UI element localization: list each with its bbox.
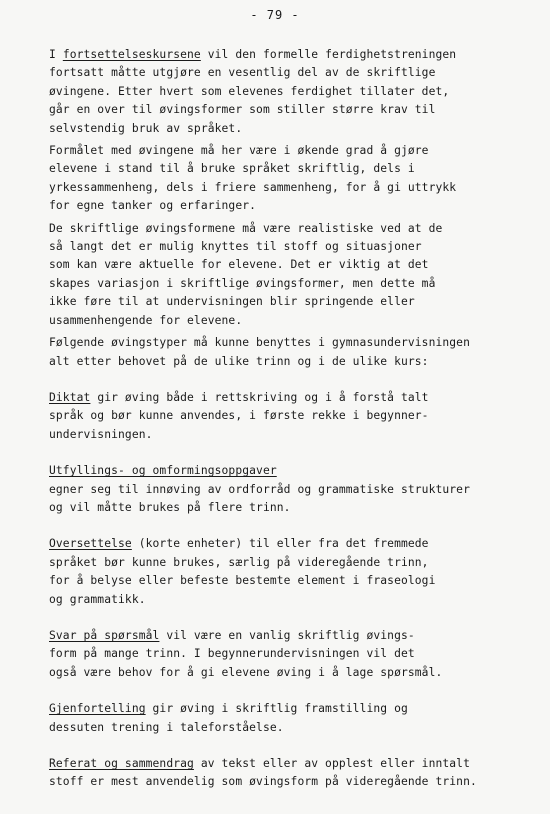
line-text: Formålet med øvingene må her være i økende grad å gjøre: [49, 144, 429, 158]
text-line: [49, 101, 489, 119]
text-line: [49, 46, 489, 64]
line-text: (korte enheter) til eller fra det fremmede: [131, 537, 429, 551]
line-text: språk og bør kunne anvendes, i første rekke i begynner-: [49, 409, 429, 423]
text-line: [49, 389, 489, 407]
line-text: ikke føre til at undervisningen blir springende eller: [49, 295, 415, 309]
paragraph-folgende: [49, 334, 489, 371]
line-text: av tekst eller av opplest eller inntalt: [193, 757, 470, 770]
text-line: [49, 220, 489, 238]
text-line: [49, 64, 489, 82]
text-line: [49, 554, 489, 572]
line-text: usammenhengende for elevene.: [49, 313, 243, 327]
line-text: elevene i stand til å bruke språket skriftlig, dels i: [49, 162, 415, 176]
line-text: dessuten trening i taleforståelse.: [49, 720, 284, 734]
text-line: [49, 407, 489, 425]
line-text: skapes variasjon i skriftlige øvingsformer, men dette må: [49, 276, 436, 290]
text-line: [49, 353, 489, 371]
page-number: - 79 -: [250, 8, 300, 22]
paragraph-svar: [49, 627, 489, 682]
text-line: [49, 499, 489, 517]
text-line: [49, 535, 489, 553]
paragraph-referat: [49, 755, 489, 792]
text-line: [49, 773, 489, 791]
text-line: [49, 197, 489, 215]
line-text: alt etter behovet på de ulike trinn og i de ulike kurs:: [49, 354, 429, 368]
paragraph-diktat: [49, 389, 489, 444]
line-text: for egne tanker og erfaringer.: [49, 199, 257, 213]
text-line: [49, 334, 489, 352]
text-line: [49, 645, 489, 663]
underlined-heading: Diktat: [49, 390, 91, 404]
line-text: De skriftlige øvingsformene må være realistiske ved at de: [49, 221, 443, 235]
line-text: undervisningen.: [49, 427, 153, 441]
text-line: [49, 572, 489, 590]
underlined-heading: Svar på spørsmål: [49, 628, 160, 642]
text-line: [49, 179, 489, 197]
line-text: og vil måtte brukes på flere trinn.: [49, 500, 291, 514]
line-text: øvingene. Etter hvert som elevenes ferdighet tillater det,: [49, 84, 450, 98]
line-text: gir øving i skriftlig framstilling og: [145, 702, 408, 716]
paragraph-intro: [49, 46, 489, 138]
text-line: [49, 755, 489, 773]
text-line: [49, 481, 489, 499]
underlined-heading: Utfyllings- og omformingsoppgaver: [49, 464, 277, 478]
document-body: [49, 46, 489, 796]
underlined-heading: Referat og sammendrag: [49, 757, 194, 770]
text-line: [49, 238, 489, 256]
text-line: [49, 293, 489, 311]
line-text: yrkessammenheng, dels i friere sammenheng, for å gi uttrykk: [49, 180, 457, 194]
line-text: egner seg til innøving av ordforråd og grammatiske strukturer: [49, 482, 470, 496]
underlined-heading: Gjenfortelling: [49, 702, 146, 716]
line-text: som kan være aktuelle for elevene. Det er viktig at det: [49, 258, 429, 272]
paragraph-gjenfortelling: [49, 700, 489, 737]
line-text: og grammatikk.: [49, 592, 146, 606]
line-text: selvstendig bruk av språket.: [49, 121, 243, 135]
line-text: stoff er mest anvendelig som øvingsform på videregående trinn.: [49, 775, 477, 789]
text-line: [49, 627, 489, 645]
line-text: språket bør kunne brukes, særlig på videregående trinn,: [49, 555, 429, 569]
paragraph-utfyllings: [49, 462, 489, 517]
paragraph-oversettelse: [49, 535, 489, 609]
line-text: vil den formelle ferdighetstreningen: [200, 48, 457, 61]
text-line: [49, 83, 489, 101]
line-text: fortsatt måtte utgjøre en vesentlig del av de skriftlige: [49, 66, 436, 80]
line-text: form på mange trinn. I begynnerundervisningen vil det: [49, 647, 415, 661]
text-line: [49, 719, 489, 737]
line-text: også være behov for å gi elevene øving i å lage spørsmål.: [49, 665, 443, 679]
text-line: [49, 426, 489, 444]
line-text: så langt det er mulig knyttes til stoff og situasjoner: [49, 240, 422, 254]
text-line: [49, 591, 489, 609]
paragraph-formaal: [49, 142, 489, 216]
line-text: vil være en vanlig skriftlig øvings-: [159, 628, 415, 642]
text-line: [49, 256, 489, 274]
text-line: [49, 142, 489, 160]
text-line: [49, 700, 489, 718]
text-line: [49, 275, 489, 293]
line-text: Følgende øvingstyper må kunne benyttes i gymnasundervisningen: [49, 336, 470, 350]
underlined-heading: fortsettelseskursene: [62, 48, 201, 61]
text-line: [49, 664, 489, 682]
line-text: for å belyse eller befeste bestemte element i fraseologi: [49, 574, 436, 588]
line-text: I: [49, 48, 63, 61]
text-line: [49, 312, 489, 330]
paragraph-realistiske: [49, 220, 489, 330]
text-line: [49, 160, 489, 178]
text-line: [49, 120, 489, 138]
line-text: gir øving både i rettskriving og i å forstå talt: [90, 390, 429, 404]
line-text: går en over til øvingsformer som stiller større krav til: [49, 103, 436, 117]
underlined-heading: Oversettelse: [49, 537, 132, 551]
text-line: [49, 462, 489, 480]
